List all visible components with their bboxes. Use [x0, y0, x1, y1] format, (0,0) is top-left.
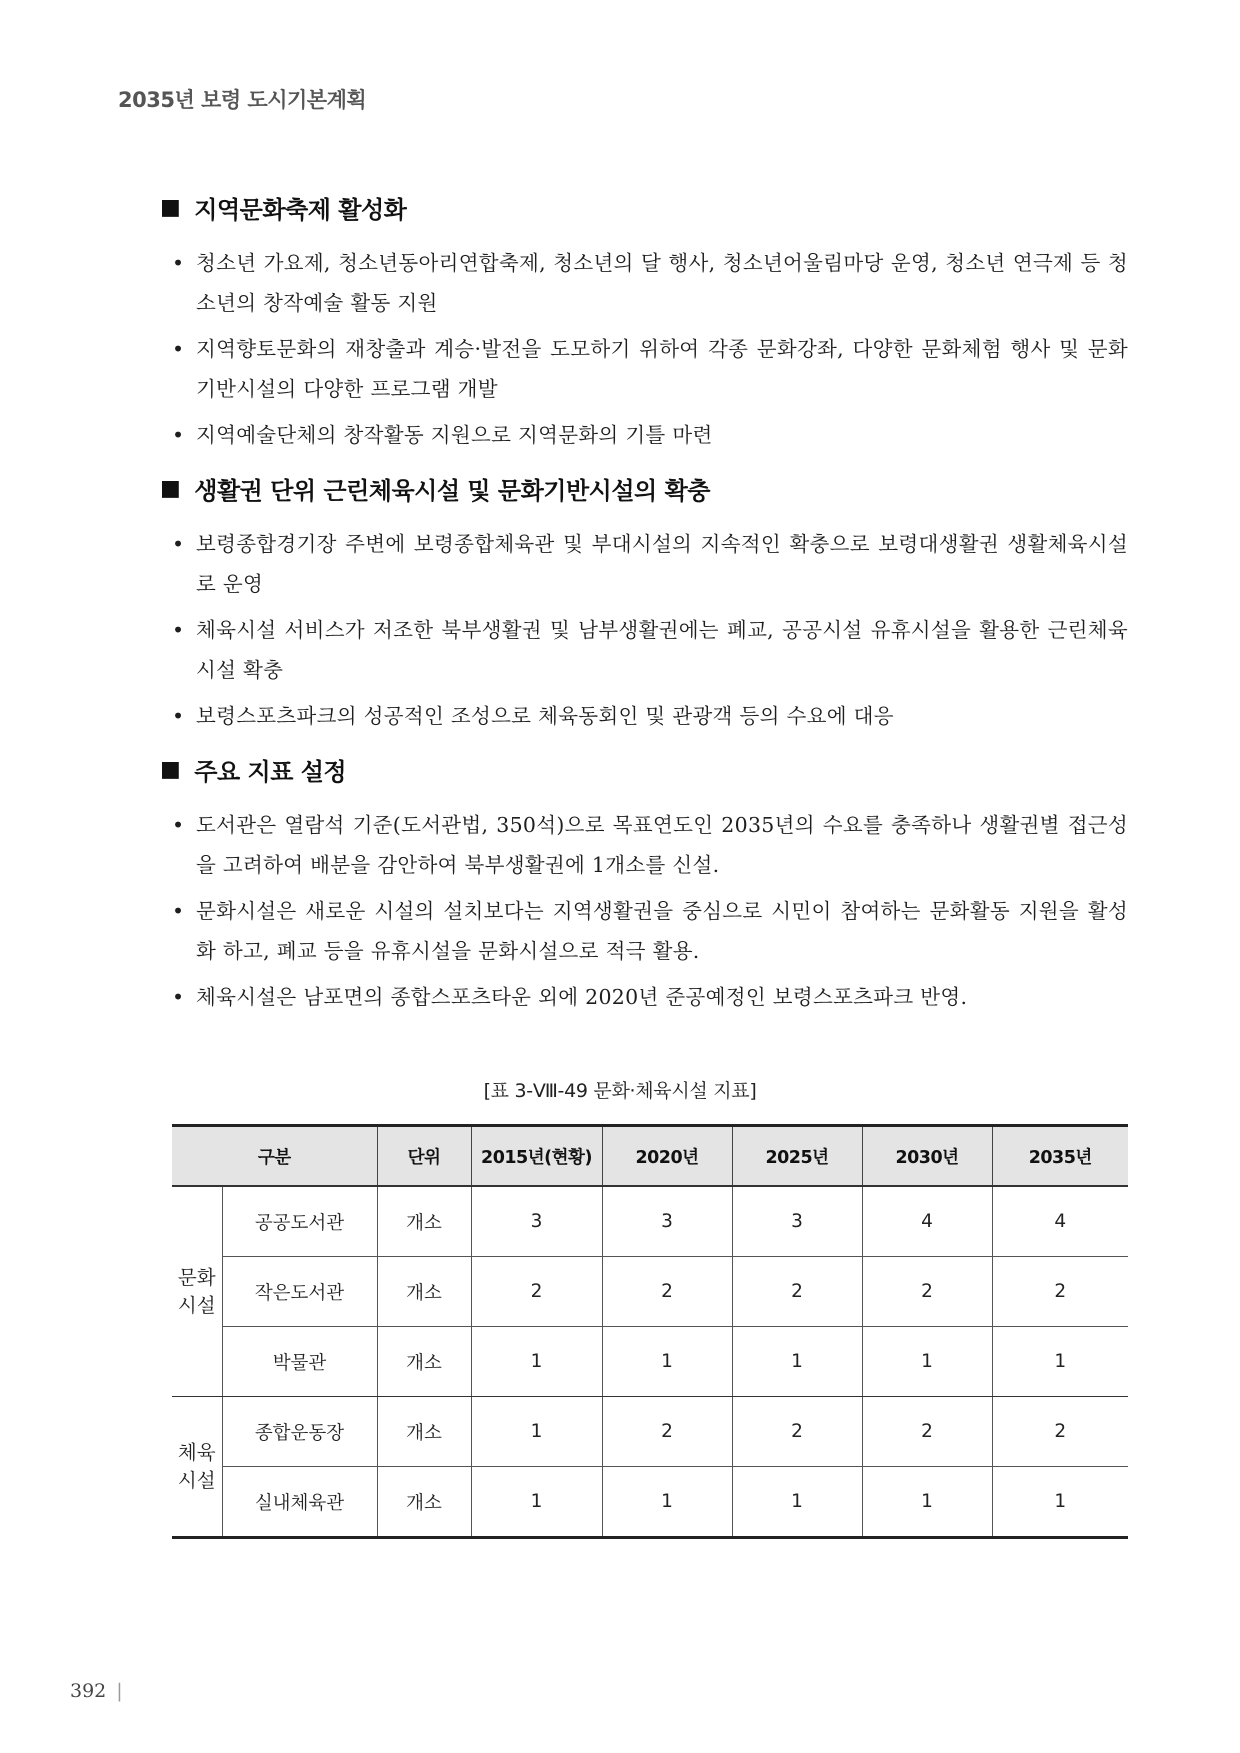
bullet-item: • 체육시설 서비스가 저조한 북부생활권 및 남부생활권에는 폐교, 공공시설 유휴시설을 활용한 근린체육시설 확충 — [160, 610, 1128, 690]
table-row — [172, 1467, 1128, 1538]
cell-value: 1 — [992, 1467, 1128, 1538]
header-2025: 2025년 — [732, 1126, 862, 1187]
cell-value: 3 — [602, 1186, 732, 1257]
cell-value: 1 — [471, 1327, 602, 1397]
header-2035: 2035년 — [992, 1126, 1128, 1187]
cell-value: 1 — [862, 1327, 992, 1397]
section-heading — [160, 190, 1128, 225]
dot-icon: • — [172, 813, 185, 837]
row-item: 종합운동장 — [222, 1397, 377, 1467]
cell-value: 4 — [992, 1186, 1128, 1257]
row-unit: 개소 — [377, 1467, 471, 1538]
section-heading — [160, 471, 1128, 506]
bullet-item: • 보령스포츠파크의 성공적인 조성으로 체육동회인 및 관광객 등의 수요에 대응 — [160, 696, 1128, 736]
bullet-list — [160, 243, 1128, 455]
cell-value: 2 — [732, 1257, 862, 1327]
section-heading-text: 지역문화축제 활성화 — [194, 196, 407, 224]
table-caption: [표 3-Ⅷ-49 문화·체육시설 지표] — [483, 1080, 757, 1102]
row-unit: 개소 — [377, 1186, 471, 1257]
cell-value: 2 — [602, 1397, 732, 1467]
dot-icon: • — [172, 251, 185, 275]
cell-value: 1 — [732, 1327, 862, 1397]
cell-value: 2 — [992, 1397, 1128, 1467]
bullet-item: • 도서관은 열람석 기준(도서관법, 350석)으로 목표연도인 2035년의 수요를 충족하나 생활권별 접근성을 고려하여 배분을 감안하여 북부생활권에 1개소를 신설. — [160, 805, 1128, 885]
bullet-item: • 청소년 가요제, 청소년동아리연합축제, 청소년의 달 행사, 청소년어울림마당 운영, 청소년 연극제 등 청소년의 창작예술 활동 지원 — [160, 243, 1128, 323]
cell-value: 2 — [862, 1397, 992, 1467]
cell-value: 1 — [471, 1467, 602, 1538]
header-2030: 2030년 — [862, 1126, 992, 1187]
facility-indicator-table — [172, 1124, 1128, 1539]
table-row — [172, 1186, 1128, 1257]
section-facilities — [160, 471, 1128, 736]
row-unit: 개소 — [377, 1397, 471, 1467]
cell-value: 1 — [732, 1467, 862, 1538]
bullet-item: • 문화시설은 새로운 시설의 설치보다는 지역생활권을 중심으로 시민이 참여하는 문화활동 지원을 활성화 하고, 폐교 등을 유휴시설을 문화시설으로 적극 활용. — [160, 891, 1128, 971]
cell-value: 1 — [471, 1397, 602, 1467]
dot-icon: • — [172, 618, 185, 642]
group-sports: 체육 시설 — [172, 1397, 222, 1538]
cell-value: 2 — [602, 1257, 732, 1327]
bullet-list — [160, 805, 1128, 1017]
header-category: 구분 — [172, 1126, 377, 1187]
table-row — [172, 1327, 1128, 1397]
page-number: 392 | — [70, 1680, 123, 1702]
square-bullet-icon: ■ — [160, 195, 181, 220]
square-bullet-icon: ■ — [160, 757, 181, 782]
header-2015: 2015년(현황) — [471, 1126, 602, 1187]
bullet-list — [160, 524, 1128, 736]
section-heading-text: 주요 지표 설정 — [194, 758, 347, 786]
cell-value: 3 — [471, 1186, 602, 1257]
section-festival — [160, 190, 1128, 455]
section-indicators — [160, 752, 1128, 1017]
row-item: 박물관 — [222, 1327, 377, 1397]
table-row — [172, 1397, 1128, 1467]
row-item: 실내체육관 — [222, 1467, 377, 1538]
table-row — [172, 1257, 1128, 1327]
row-item: 작은도서관 — [222, 1257, 377, 1327]
cell-value: 2 — [732, 1397, 862, 1467]
cell-value: 1 — [862, 1467, 992, 1538]
body-content — [160, 190, 1128, 1033]
bullet-item: • 지역향토문화의 재창출과 계승·발전을 도모하기 위하여 각종 문화강좌, 다양한 문화체험 행사 및 문화기반시설의 다양한 프로그램 개발 — [160, 329, 1128, 409]
row-unit: 개소 — [377, 1327, 471, 1397]
dot-icon: • — [172, 337, 185, 361]
header-unit: 단위 — [377, 1126, 471, 1187]
row-item: 공공도서관 — [222, 1186, 377, 1257]
bullet-item: • 체육시설은 남포면의 종합스포츠타운 외에 2020년 준공예정인 보령스포츠파크 반영. — [160, 977, 1128, 1017]
cell-value: 2 — [471, 1257, 602, 1327]
row-unit: 개소 — [377, 1257, 471, 1327]
dot-icon: • — [172, 532, 185, 556]
cell-value: 4 — [862, 1186, 992, 1257]
header-2020: 2020년 — [602, 1126, 732, 1187]
cell-value: 1 — [602, 1467, 732, 1538]
bullet-item: • 보령종합경기장 주변에 보령종합체육관 및 부대시설의 지속적인 확충으로 보령대생활권 생활체육시설로 운영 — [160, 524, 1128, 604]
dot-icon: • — [172, 985, 185, 1009]
section-heading-text: 생활권 단위 근린체육시설 및 문화기반시설의 확충 — [194, 477, 710, 505]
cell-value: 1 — [992, 1327, 1128, 1397]
running-header: 2035년 보령 도시기본계획 — [118, 88, 367, 112]
cell-value: 2 — [992, 1257, 1128, 1327]
dot-icon: • — [172, 423, 185, 447]
cell-value: 3 — [732, 1186, 862, 1257]
cell-value: 1 — [602, 1327, 732, 1397]
page-divider: | — [116, 1680, 123, 1702]
section-heading — [160, 752, 1128, 787]
dot-icon: • — [172, 899, 185, 923]
dot-icon: • — [172, 704, 185, 728]
bullet-item: • 지역예술단체의 창작활동 지원으로 지역문화의 기틀 마련 — [160, 415, 1128, 455]
square-bullet-icon: ■ — [160, 476, 181, 501]
cell-value: 2 — [862, 1257, 992, 1327]
table-header-row — [172, 1126, 1128, 1187]
group-culture: 문화 시설 — [172, 1186, 222, 1397]
